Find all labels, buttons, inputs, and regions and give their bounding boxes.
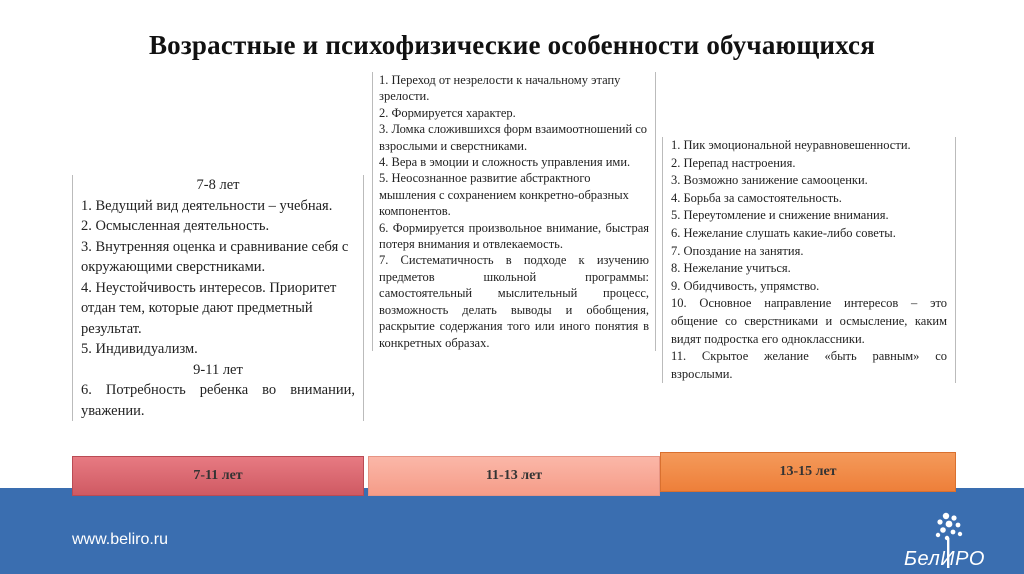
list-item: 11. Скрытое желание «быть равным» со взрослыми. (671, 349, 947, 381)
list-item: 5. Индивидуализм. (81, 341, 198, 357)
list-item: 1. Переход от незрелости к начальному этапу зрелости. (379, 73, 621, 104)
list-item: 1. Ведущий вид деятельности – учебная. (81, 197, 333, 214)
tab-label: 11-13 лет (485, 468, 543, 483)
list-item: 10. Основное направление интересов – это общение со сверстниками и осмысление, каким видят подростка его одноклассники. (671, 296, 947, 346)
list-item: 2. Осмысленная деятельность. (81, 218, 270, 234)
tab-label: 13-15 лет (779, 464, 837, 479)
list-item: 6. Потребность ребенка во внимании, уважении. (81, 382, 355, 419)
list-item: 8. Нежелание учиться. (671, 261, 791, 276)
list-item: 4. Неустойчивость интересов. Приоритет отдан тем, которые дают предметный результат. (81, 279, 337, 337)
column-13-15 (662, 137, 956, 383)
list-item: 7. Систематичность в подходе к изучению предметов школьной программы: самостоятельный мыслительный процесс, возможность делать выводы и обобщения, раскрытие содержания того или иного понятия в конкретных образах. (379, 253, 649, 350)
age-tab-13-15 (660, 452, 956, 492)
column-7-11 (72, 175, 364, 421)
age-tab-11-13 (368, 456, 660, 496)
age-subheading: 9-11 лет (193, 361, 243, 378)
list-item: 9. Обидчивость, упрямство. (671, 278, 820, 293)
list-item: 5. Неосознанное развитие абстрактного мышления с сохранением конкретно-образных компонентов. (379, 171, 629, 219)
list-item: 2. Перепад настроения. (671, 155, 796, 170)
list-item: 3. Внутренняя оценка и сравнивание себя с окружающими сверстниками. (81, 238, 349, 275)
tab-label: 7-11 лет (193, 468, 243, 483)
list-item: 6. Формируется произвольное внимание, быстрая потеря внимания и отвлекаемость. (379, 220, 649, 252)
column-11-13 (372, 72, 656, 351)
list-item: 2. Формируется характер. (379, 105, 516, 120)
list-item: 6. Нежелание слушать какие-либо советы. (671, 225, 896, 240)
list-item: 3. Ломка сложившихся форм взаимоотношений со взрослыми и сверстниками. (379, 122, 648, 153)
list-item: 4. Борьба за самостоятельность. (671, 190, 842, 205)
age-subheading: 7-8 лет (196, 177, 240, 193)
list-item: 5. Переутомление и снижение внимания. (671, 208, 889, 223)
list-item: 7. Опоздание на занятия. (671, 243, 804, 258)
age-tab-7-11 (72, 456, 364, 496)
page-title: Возрастные и психофизические особенности обучающихся (148, 30, 876, 60)
website-link[interactable]: www.beliro.ru (72, 531, 169, 548)
logo-text: БелИРО (904, 548, 985, 570)
list-item: 3. Возможно занижение самооценки. (671, 173, 868, 188)
list-item: 1. Пик эмоциональной неуравновешенности. (671, 138, 911, 152)
list-item: 4. Вера в эмоции и сложность управления ими. (379, 155, 631, 170)
